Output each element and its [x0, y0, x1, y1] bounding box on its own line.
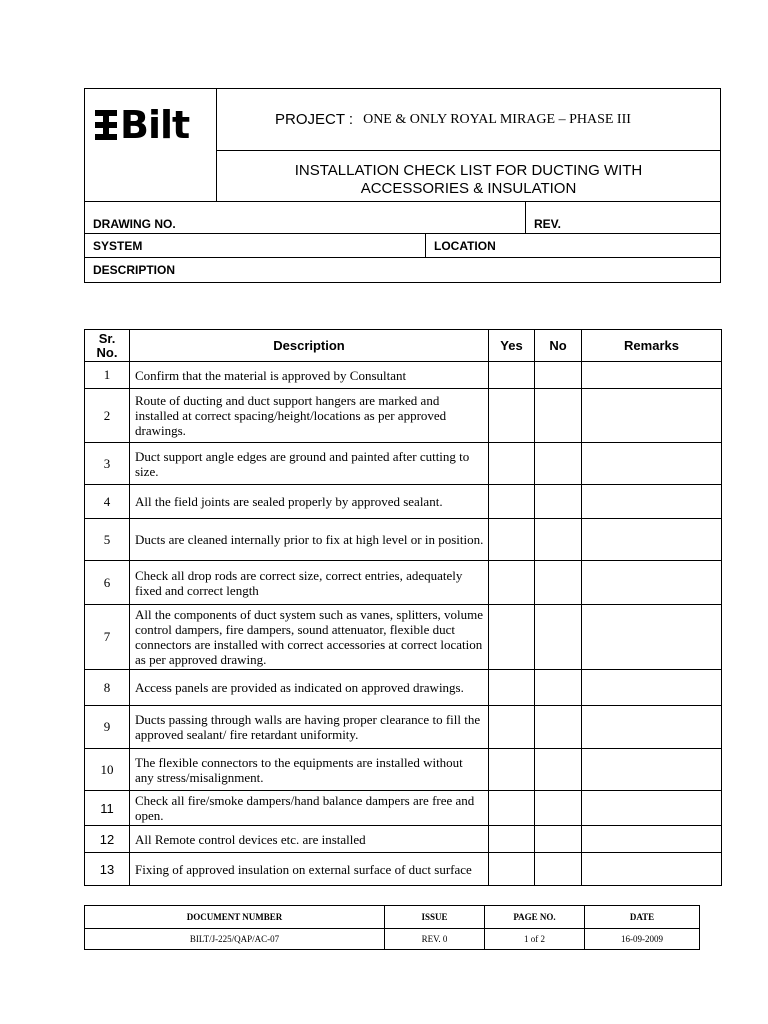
row-description: All the field joints are sealed properly by approved sealant.: [130, 485, 489, 519]
row-number: 11: [85, 791, 130, 826]
logo-mark-icon: [95, 109, 117, 141]
description-label: DESCRIPTION: [93, 262, 176, 277]
remarks-cell[interactable]: [582, 605, 722, 670]
remarks-cell[interactable]: [582, 362, 722, 389]
no-cell[interactable]: [535, 826, 582, 853]
row-description: Ducts are cleaned internally prior to fix at high level or in position.: [130, 519, 489, 561]
table-row: [85, 749, 722, 791]
logo-text: Bilt: [120, 103, 190, 147]
no-cell[interactable]: [535, 519, 582, 561]
no-cell[interactable]: [535, 853, 582, 886]
page-value: 1 of 2: [485, 929, 585, 950]
row-description: Check all fire/smoke dampers/hand balance dampers are free and open.: [130, 791, 489, 826]
row-description: Fixing of approved insulation on external surface of duct surface: [130, 853, 489, 886]
row-description: Route of ducting and duct support hangers are marked and installed at correct spacing/height/locations as per approved drawings.: [130, 389, 489, 443]
checklist-header-row: [85, 330, 722, 362]
yes-cell[interactable]: [489, 791, 535, 826]
col-description: Description: [130, 330, 489, 362]
description-field[interactable]: [85, 258, 720, 282]
no-cell[interactable]: [535, 749, 582, 791]
row-number: 13: [85, 853, 130, 886]
no-cell[interactable]: [535, 389, 582, 443]
header-fields: [85, 201, 720, 282]
checklist-table: [84, 329, 722, 886]
system-label: SYSTEM: [93, 238, 143, 253]
no-cell[interactable]: [535, 791, 582, 826]
no-cell[interactable]: [535, 670, 582, 706]
row-number: 2: [85, 389, 130, 443]
table-row: [85, 485, 722, 519]
remarks-cell[interactable]: [582, 791, 722, 826]
table-row: [85, 519, 722, 561]
table-row: [85, 706, 722, 749]
col-yes: Yes: [489, 330, 535, 362]
row-number: 3: [85, 443, 130, 485]
table-row: [85, 389, 722, 443]
remarks-cell[interactable]: [582, 826, 722, 853]
yes-cell[interactable]: [489, 443, 535, 485]
no-cell[interactable]: [535, 561, 582, 605]
no-cell[interactable]: [535, 605, 582, 670]
remarks-cell[interactable]: [582, 706, 722, 749]
table-row: [85, 791, 722, 826]
row-number: 7: [85, 605, 130, 670]
table-row: [85, 443, 722, 485]
drawing-no-field[interactable]: [85, 202, 526, 234]
date-value: 16-09-2009: [585, 929, 700, 950]
project-name: ONE & ONLY ROYAL MIRAGE – PHASE III: [363, 111, 631, 127]
table-row: [85, 826, 722, 853]
remarks-cell[interactable]: [582, 485, 722, 519]
yes-cell[interactable]: [489, 670, 535, 706]
yes-cell[interactable]: [489, 561, 535, 605]
issue-label: ISSUE: [385, 906, 485, 929]
checklist-title: [217, 152, 720, 201]
yes-cell[interactable]: [489, 706, 535, 749]
row-number: 6: [85, 561, 130, 605]
project-cell: [217, 89, 720, 151]
yes-cell[interactable]: [489, 519, 535, 561]
row-description: All the components of duct system such as vanes, splitters, volume control dampers, fire dampers, sound attenuator, flexible duct connectors are installed with correct accessories at correct location as per approved drawing.: [130, 605, 489, 670]
location-label: LOCATION: [434, 238, 496, 253]
title-line-2: ACCESSORIES & INSULATION: [360, 180, 577, 197]
yes-cell[interactable]: [489, 749, 535, 791]
row-number: 4: [85, 485, 130, 519]
no-cell[interactable]: [535, 362, 582, 389]
remarks-cell[interactable]: [582, 389, 722, 443]
row-description: Check all drop rods are correct size, correct entries, adequately fixed and correct length: [130, 561, 489, 605]
drawing-no-label: DRAWING NO.: [93, 216, 176, 231]
no-cell[interactable]: [535, 706, 582, 749]
location-field[interactable]: [426, 234, 721, 258]
rev-label: REV.: [534, 216, 561, 231]
remarks-cell[interactable]: [582, 853, 722, 886]
row-description: All Remote control devices etc. are installed: [130, 826, 489, 853]
table-row: [85, 670, 722, 706]
remarks-cell[interactable]: [582, 443, 722, 485]
yes-cell[interactable]: [489, 485, 535, 519]
remarks-cell[interactable]: [582, 561, 722, 605]
logo-cell: [85, 89, 217, 201]
yes-cell[interactable]: [489, 605, 535, 670]
remarks-cell[interactable]: [582, 519, 722, 561]
footer-header-row: [85, 906, 700, 929]
project-label: PROJECT :: [275, 111, 354, 128]
remarks-cell[interactable]: [582, 749, 722, 791]
doc-number-value: BILT/J-225/QAP/AC-07: [85, 929, 385, 950]
page-label: PAGE NO.: [485, 906, 585, 929]
yes-cell[interactable]: [489, 853, 535, 886]
doc-number-label: DOCUMENT NUMBER: [85, 906, 385, 929]
row-number: 8: [85, 670, 130, 706]
table-row: [85, 605, 722, 670]
remarks-cell[interactable]: [582, 670, 722, 706]
yes-cell[interactable]: [489, 362, 535, 389]
system-field[interactable]: [85, 234, 426, 258]
row-description: Ducts passing through walls are having proper clearance to fill the approved sealant/ fire retardant uniformity.: [130, 706, 489, 749]
no-cell[interactable]: [535, 443, 582, 485]
row-description: Duct support angle edges are ground and painted after cutting to size.: [130, 443, 489, 485]
row-description: Confirm that the material is approved by Consultant: [130, 362, 489, 389]
rev-field[interactable]: [526, 202, 721, 234]
title-line-1: INSTALLATION CHECK LIST FOR DUCTING WITH: [294, 162, 643, 179]
row-number: 1: [85, 362, 130, 389]
table-row: [85, 853, 722, 886]
row-number: 12: [85, 826, 130, 853]
row-number: 5: [85, 519, 130, 561]
no-cell[interactable]: [535, 485, 582, 519]
row-description: The flexible connectors to the equipments are installed without any stress/misalignment.: [130, 749, 489, 791]
company-logo: [95, 103, 189, 147]
table-row: [85, 362, 722, 389]
col-remarks: Remarks: [582, 330, 722, 362]
document-header: [84, 88, 721, 283]
row-number: 9: [85, 706, 130, 749]
row-number: 10: [85, 749, 130, 791]
col-sr-no: Sr. No.: [85, 330, 130, 362]
yes-cell[interactable]: [489, 826, 535, 853]
date-label: DATE: [585, 906, 700, 929]
col-no: No: [535, 330, 582, 362]
yes-cell[interactable]: [489, 389, 535, 443]
document-footer: [84, 905, 700, 950]
row-description: Access panels are provided as indicated on approved drawings.: [130, 670, 489, 706]
issue-value: REV. 0: [385, 929, 485, 950]
table-row: [85, 561, 722, 605]
footer-values-row: [85, 929, 700, 950]
